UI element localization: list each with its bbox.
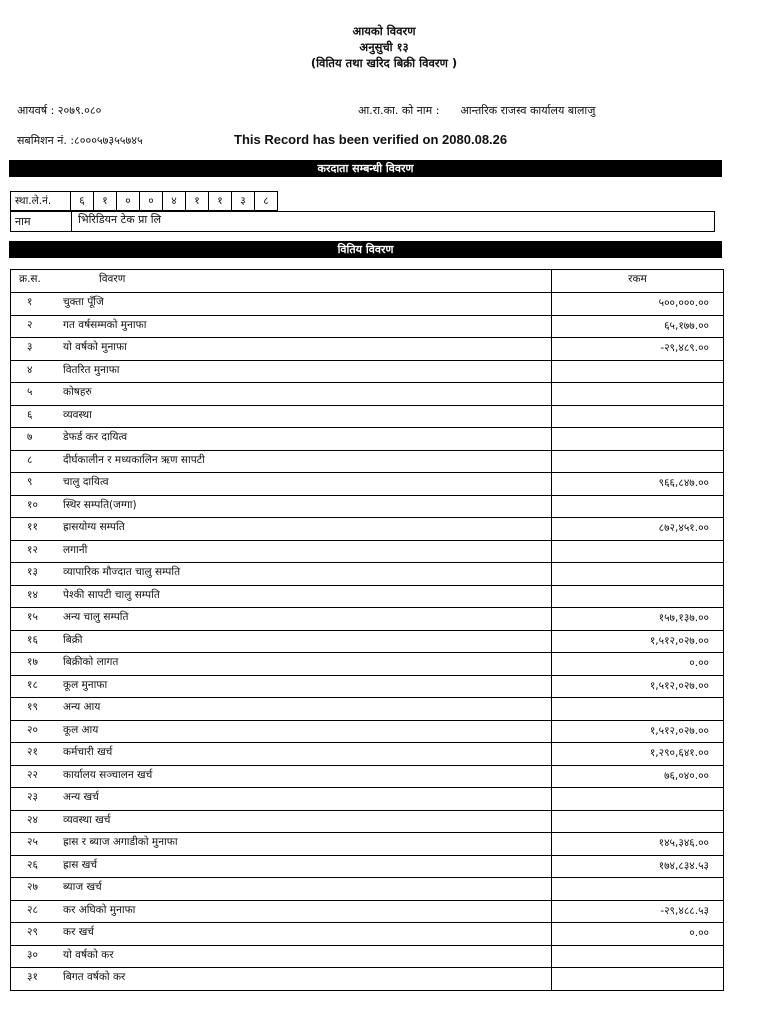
pan-row <box>10 191 278 211</box>
row-serial: ११ <box>27 521 38 533</box>
pan-digit: १ <box>94 191 117 211</box>
row-amount: १,५१२,०२७.०० <box>649 634 709 647</box>
row-amount: ०.०० <box>689 927 709 939</box>
row-serial: १६ <box>27 633 38 646</box>
table-row <box>11 833 724 856</box>
header-serial: क्र.स. <box>19 273 41 285</box>
row-serial: २७ <box>27 881 38 893</box>
row-serial: ८ <box>27 453 33 466</box>
row-serial: ३ <box>27 341 33 353</box>
table-row <box>11 855 724 878</box>
row-description: व्यापारिक मौज्दात चालु सम्पति <box>63 566 181 578</box>
row-description: कर अघिको मुनाफा <box>63 903 136 916</box>
row-description: अन्य चालु सम्पति <box>63 611 129 623</box>
table-row <box>11 945 724 968</box>
table-row <box>11 428 724 451</box>
table-row <box>11 743 724 766</box>
row-serial: १७ <box>27 656 38 668</box>
row-serial: २९ <box>27 926 38 938</box>
row-serial: २३ <box>27 791 38 803</box>
row-description: ब्याज खर्च <box>63 881 102 893</box>
row-amount: १५७,१३७.०० <box>658 612 709 624</box>
fiscal-year: आयवर्ष : २०७९.०८० <box>17 104 102 117</box>
row-amount: १४५,३४६.०० <box>658 837 709 849</box>
table-row <box>11 518 724 541</box>
table-row <box>11 788 724 811</box>
table-row <box>11 563 724 586</box>
table-row <box>11 968 724 991</box>
row-description: ह्रास खर्च <box>63 858 97 871</box>
row-serial: १५ <box>27 611 38 623</box>
row-serial: ३१ <box>27 971 38 983</box>
table-row <box>11 338 724 361</box>
row-description: स्थिर सम्पति(जग्गा) <box>63 498 137 511</box>
table-row <box>11 495 724 518</box>
table-row <box>11 810 724 833</box>
row-description: कर्मचारी खर्च <box>63 746 113 758</box>
pan-digit: ३ <box>232 191 255 211</box>
row-serial: २ <box>27 318 33 331</box>
row-amount: ०.०० <box>689 657 709 669</box>
table-row <box>11 405 724 428</box>
row-serial: २० <box>27 723 38 736</box>
row-description: व्यवस्था <box>63 408 92 421</box>
row-description: कूल आय <box>63 723 99 736</box>
row-description: चुक्ता पूँजि <box>63 296 104 308</box>
header-amount: रकम <box>628 273 647 285</box>
row-amount: ६५,१७७.०० <box>664 319 709 332</box>
row-serial: १३ <box>27 566 38 578</box>
document-title: आयको विवरण <box>352 24 416 38</box>
row-serial: ५ <box>27 386 33 398</box>
row-description: यो वर्षको कर <box>63 948 114 961</box>
table-row <box>11 698 724 721</box>
table-row <box>11 540 724 563</box>
row-description: कोषहरु <box>63 386 92 398</box>
row-serial: २१ <box>27 746 38 758</box>
table-row <box>11 630 724 653</box>
row-serial: ४ <box>27 363 33 376</box>
row-amount: १,५१२,०२७.०० <box>649 679 709 692</box>
row-amount: १,२९०,६४१.०० <box>649 747 709 759</box>
pan-digit: ० <box>117 191 140 211</box>
row-serial: २६ <box>27 858 38 871</box>
table-row <box>11 585 724 608</box>
row-serial: २२ <box>27 768 38 781</box>
row-amount: ८७२,४५१.०० <box>658 522 709 534</box>
row-amount: १७४,८३४.५३ <box>658 859 709 872</box>
row-serial: १९ <box>27 701 38 713</box>
table-row <box>11 608 724 631</box>
row-description: वितरित मुनाफा <box>63 363 120 376</box>
table-row <box>11 293 724 316</box>
name-row <box>10 211 715 232</box>
financial-table <box>10 269 724 991</box>
row-description: अन्य खर्च <box>63 791 99 803</box>
table-row <box>11 878 724 901</box>
row-amount: ५००,०००.०० <box>658 297 709 309</box>
row-serial: १२ <box>27 543 38 556</box>
row-description: अन्य आय <box>63 701 101 713</box>
row-amount: ७६,०४०.०० <box>664 769 709 782</box>
row-amount: १,५१२,०२७.०० <box>649 724 709 737</box>
row-serial: १० <box>27 498 38 511</box>
row-serial: ९ <box>27 476 33 488</box>
row-description: बिक्री <box>63 633 83 646</box>
table-row <box>11 720 724 743</box>
row-description: ह्रास र ब्याज अगाडीको मुनाफा <box>63 836 178 848</box>
row-description: गत वर्षसम्मको मुनाफा <box>63 318 147 331</box>
pan-digit: ८ <box>255 191 278 211</box>
table-header-row <box>11 270 724 293</box>
row-description: चालु दायित्व <box>63 476 109 488</box>
taxpayer-name: भिरिडियन टेक प्रा लि <box>78 213 162 226</box>
row-description: बिक्रीको लागत <box>63 656 119 668</box>
row-serial: ७ <box>27 431 33 443</box>
table-row <box>11 383 724 406</box>
pan-digit: १ <box>186 191 209 211</box>
row-serial: १ <box>27 296 33 308</box>
row-serial: २४ <box>27 813 38 826</box>
table-row <box>11 315 724 338</box>
row-amount: ९६६,८४७.०० <box>658 477 709 489</box>
row-serial: १८ <box>27 678 38 691</box>
pan-digit: १ <box>209 191 232 211</box>
table-row <box>11 473 724 496</box>
table-row <box>11 675 724 698</box>
pan-digit: ४ <box>163 191 186 211</box>
table-row <box>11 653 724 676</box>
pan-label: स्था.ले.नं. <box>10 191 71 211</box>
row-description: कर खर्च <box>63 926 94 938</box>
table-row <box>11 765 724 788</box>
submission-number: सबमिशन नं. :८०००५७३५५७४५ <box>17 134 143 147</box>
row-serial: ६ <box>27 408 33 421</box>
row-description: व्यवस्था खर्च <box>63 813 111 826</box>
row-description: बिगत वर्षको कर <box>63 971 126 983</box>
tax-office: आ.रा.का. को नाम : आन्तरिक राजस्व कार्यालय बालाजु <box>358 104 596 117</box>
row-description: लगानी <box>63 543 88 556</box>
row-description: दीर्घकालीन र मध्यकालिन ऋण सापटी <box>63 453 205 466</box>
pan-digit: ६ <box>71 191 94 211</box>
table-row <box>11 900 724 923</box>
name-label: नाम <box>11 212 72 231</box>
row-serial: १४ <box>27 588 38 601</box>
row-serial: ३० <box>27 948 38 961</box>
row-amount: -२९,४८८.५३ <box>660 904 709 917</box>
financial-section-header: वितिय विवरण <box>9 241 722 258</box>
row-description: डेफर्ड कर दायित्व <box>63 431 128 443</box>
table-row <box>11 923 724 946</box>
row-serial: २५ <box>27 836 38 848</box>
row-amount: -२९,४८९.०० <box>660 342 709 354</box>
header-description: विवरण <box>99 273 126 285</box>
row-serial: २८ <box>27 903 38 916</box>
pan-digit: ० <box>140 191 163 211</box>
taxpayer-section-header: करदाता सम्बन्धी विवरण <box>9 160 722 177</box>
row-description: कूल मुनाफा <box>63 678 108 691</box>
schedule-number: अनुसुची १३ <box>359 40 409 54</box>
table-row <box>11 360 724 383</box>
row-description: ह्रासयोग्य सम्पति <box>63 521 125 533</box>
row-description: पेश्की सापटी चालु सम्पति <box>63 588 160 601</box>
table-row <box>11 450 724 473</box>
document-subtitle: (वितिय तथा खरिद बिक्री विवरण ) <box>310 56 458 70</box>
row-description: यो वर्षको मुनाफा <box>63 341 127 353</box>
verification-note: This Record has been verified on 2080.08.26 <box>234 132 508 147</box>
row-description: कार्यालय सञ्चालन खर्च <box>63 768 153 781</box>
